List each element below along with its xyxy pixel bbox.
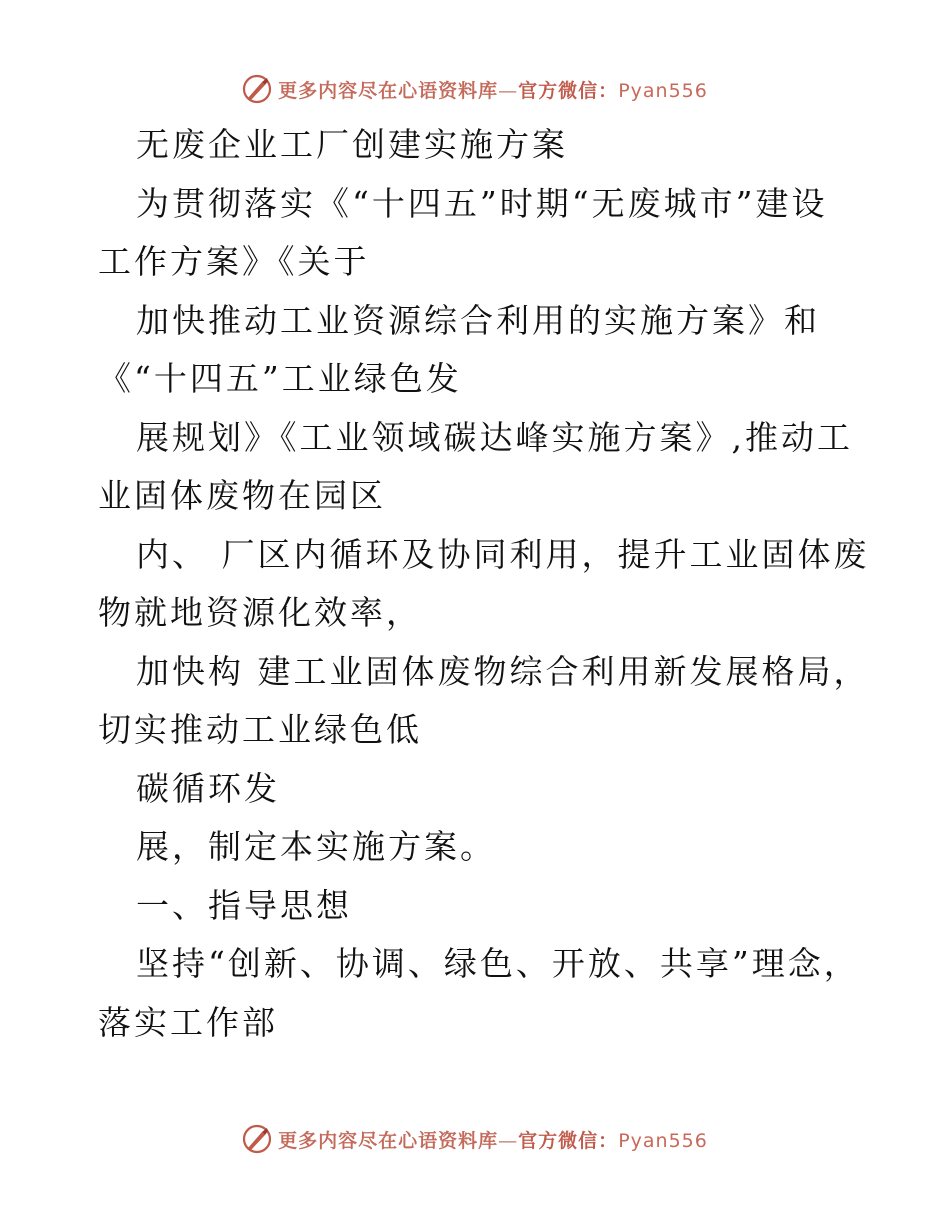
watermark-text: 更多内容尽在心语资料库—官方微信：Pyan556 <box>278 79 708 102</box>
quill-logo-icon <box>242 1124 272 1154</box>
text-line: 加快构 建工业固体废物综合利用新发展格局， <box>136 651 870 691</box>
text-line: 内、 厂区内循环及协同利用，提升工业固体废 <box>136 534 870 574</box>
text-line: 工作方案》《关于 <box>98 242 370 281</box>
text-line: 物就地资源化效率， <box>98 593 422 632</box>
watermark-footer <box>0 1122 950 1156</box>
text-line: 碳循环发 <box>136 768 280 808</box>
document-title: 无废企业工厂创建实施方案 <box>136 125 568 164</box>
text-line: 加快推动工业资源综合利用的实施方案》和 <box>136 300 820 340</box>
text-line: 落实工作部 <box>98 1002 278 1042</box>
text-line: 业固体废物在园区 <box>98 476 386 515</box>
text-line: 展规划》《工业领域碳达峰实施方案》,推动工 <box>136 417 853 457</box>
text-line: 展，制定本实施方案。 <box>136 827 496 866</box>
watermark-text: 更多内容尽在心语资料库—官方微信：Pyan556 <box>278 1129 708 1152</box>
text-line: 《“十四五”工业绿色发 <box>98 359 462 398</box>
watermark-header <box>0 72 950 106</box>
text-line: 为贯彻落实《“十四五”时期“无废城市”建设 <box>136 183 828 223</box>
document-body <box>98 116 870 1052</box>
text-line: 一、指导思想 <box>136 885 352 925</box>
text-line: 切实推动工业绿色低 <box>98 710 422 749</box>
text-line: 坚持“创新、协调、绿色、开放、共享”理念， <box>136 944 860 983</box>
quill-logo-icon <box>242 74 272 104</box>
